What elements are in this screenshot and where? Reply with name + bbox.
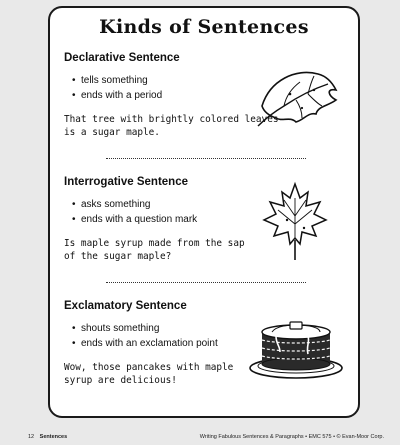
pancakes-icon — [246, 310, 346, 387]
section-heading: Declarative Sentence — [64, 52, 180, 64]
example-sentence: Wow, those pancakes with maple syrup are delicious! — [64, 362, 234, 386]
footer-credit: Writing Fabulous Sentences & Paragraphs • EMC 575 • © Evan-Moor Corp. — [199, 434, 384, 440]
footer-left — [28, 434, 67, 440]
section-heading: Interrogative Sentence — [64, 176, 188, 188]
page-number: 12 — [28, 434, 35, 440]
example-sentence: Is maple syrup made from the sap of the sugar maple? — [64, 238, 245, 262]
section-heading: Exclamatory Sentence — [64, 300, 187, 312]
content-card — [48, 6, 360, 418]
bullet-item: • tells something — [72, 73, 304, 88]
leaf-icon — [256, 66, 344, 139]
page-title: Kinds of Sentences — [99, 16, 309, 38]
dotted-divider — [106, 282, 306, 283]
bullet-item: • ends with an exclamation point — [72, 336, 304, 351]
maple-leaf-icon — [260, 180, 330, 267]
bullet-item: • shouts something — [72, 321, 304, 336]
bullet-item: • ends with a period — [72, 88, 304, 103]
footer-section-label: Sentences — [39, 434, 68, 440]
dotted-divider — [106, 158, 306, 159]
example-sentence: That tree with brightly colored leaves is a sugar maple. — [64, 114, 279, 138]
bullet-item: • ends with a question mark — [72, 212, 304, 227]
bullet-item: • asks something — [72, 197, 304, 212]
